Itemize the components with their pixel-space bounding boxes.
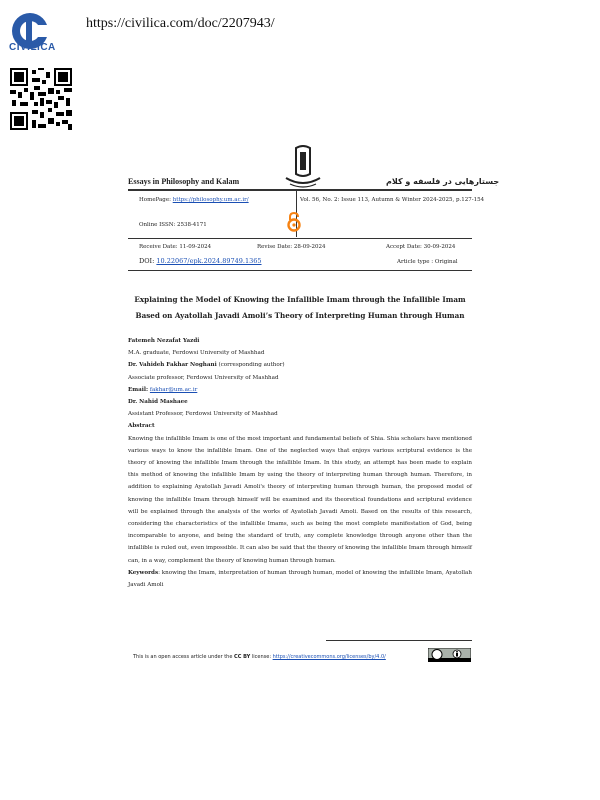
revise-date: Revise Date: 28-09-2024: [257, 244, 326, 250]
license-statement: [133, 654, 386, 660]
civilica-logo-text: CIVILICA: [9, 42, 56, 53]
article-body: [128, 335, 472, 591]
receive-date: Receive Date: 11-09-2024: [139, 244, 212, 250]
author-name: Fatemeh Nezafat Yazdi: [128, 338, 200, 344]
volume-info: Vol. 56, No. 2: Issue 113, Autumn & Winter 2024-2025, p.127-154: [300, 197, 485, 203]
journal-name-persian: جستارهایی در فلسفه و کلام: [386, 177, 500, 186]
article-title: [128, 292, 472, 324]
accept-date: Accept Date: 30-09-2024: [386, 244, 456, 250]
author-affiliation: M.A. graduate, Ferdowsi University of Mashhad: [128, 350, 265, 357]
license-mid: license:: [250, 654, 273, 660]
title-line-2: Based on Ayatollah Javadi Amoli’s Theory of Interpreting Human through Human: [135, 311, 465, 320]
footnote-divider: [326, 640, 472, 641]
homepage-label: HomePage:: [139, 197, 171, 203]
journal-name-english: Essays in Philosophy and Kalam: [128, 177, 240, 186]
header-divider: [128, 189, 472, 191]
abstract-heading: Abstract: [128, 423, 155, 430]
doi-line: [139, 257, 262, 265]
qr-code-icon: [10, 68, 72, 130]
cc-by-badge-icon[interactable]: [428, 648, 471, 662]
doi-link[interactable]: 10.22067/epk.2024.89749.1365: [156, 257, 262, 265]
author-affiliation: Associate professor, Ferdowsi University of Mashhad: [128, 374, 279, 381]
doi-divider: [128, 270, 472, 271]
email-label: Email:: [128, 386, 149, 393]
keywords-label: Keywords: [128, 569, 159, 576]
license-link[interactable]: https://creativecommons.org/licenses/by/4.0/: [272, 654, 386, 660]
online-issn: Online ISSN: 2538-4171: [139, 222, 207, 228]
keywords-text: : knowing the Imam, interpretation of human through human, model of knowing the infallible Imam, Ayatollah Javadi Amoli: [128, 569, 472, 589]
doi-label: DOI:: [139, 257, 155, 265]
license-name: CC BY: [234, 654, 251, 660]
abstract-text: Knowing the infallible Imam is one of the most important and fundamental beliefs of Shia. Shia scholars have mentioned various ways to know the infallible Imam. One of the neglected ways that enjoys various scriptural evidence is the theory of knowing the infallible Imam through the infallible Imam. In this study, an attempt has been made to explain this method of knowing the infallible Imam by using the theory of interpreting human through human. Therefore, in addition to explaining Ayatollah Javadi Amoli's theory of interpreting human through human, the proposed model of knowing the infallible Imam through himself will be examined and its theoretical foundations and scriptural evidence will be explained through the analysis of the works of Ayatollah Javadi Amoli. Based on the results of this research, considering the characteristics of the infallible Imams, such as being the most complete manifestation of God, being incomparable to anyone, and being the standard of truth, any complete knowledge through anyone other than the infallible is ruled out, even impossible. It can also be said that the theory of knowing the infallible Imam through himself can, in a way, complement the theory of knowing human through human.: [128, 435, 472, 564]
author-name: Dr. Nahid Mashaee: [128, 399, 188, 406]
author-affiliation: Assistant Professor, Ferdowsi University of Mashhad: [128, 411, 278, 418]
university-logo-icon: [282, 144, 324, 190]
homepage-link[interactable]: https://philosophy.um.ac.ir/: [172, 197, 249, 203]
license-text: This is an open access article under the: [133, 654, 235, 660]
author-note: (corresponding author): [218, 362, 285, 369]
author-name: Dr. Vahideh Fakhar Noghani: [128, 362, 217, 369]
keywords-line: [128, 567, 472, 591]
email-link[interactable]: fakhar@um.ac.ir: [149, 386, 198, 393]
dates-divider: [128, 238, 472, 239]
title-line-1: Explaining the Model of Knowing the Infallible Imam through the Infallible Imam: [134, 295, 466, 304]
email-line: [128, 384, 472, 396]
open-access-icon: [287, 212, 301, 232]
homepage-line: [139, 197, 249, 203]
corresponding-author-line: [128, 359, 472, 371]
article-type: Article type : Original: [397, 259, 458, 265]
document-url[interactable]: https://civilica.com/doc/2207943/: [86, 16, 275, 31]
